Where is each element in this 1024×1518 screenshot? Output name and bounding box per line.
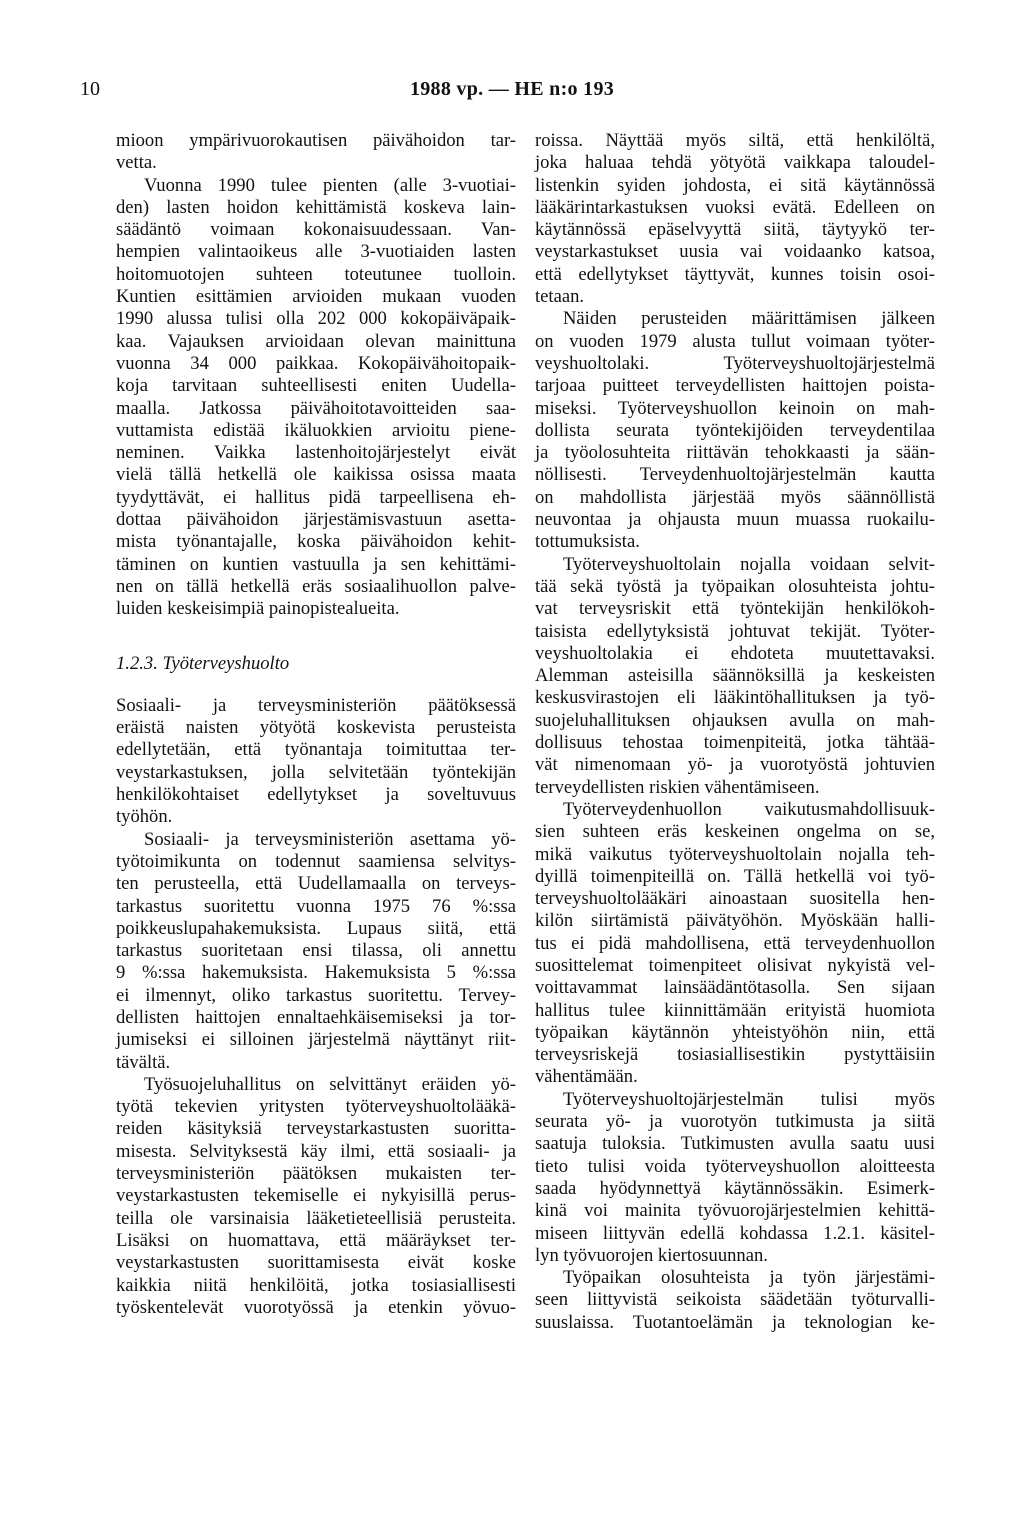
text-line: tävältä. xyxy=(116,1051,171,1073)
text-line: mikä vaikutus työterveyshuoltolain nojalla teh- xyxy=(535,843,935,865)
text-line: on mahdollista järjestää myös säännöllistä xyxy=(535,486,935,508)
text-line: neminen. Vaikka lastenhoitojärjestelyt eivät xyxy=(116,442,516,464)
text-line: tarkastus suoritetaan ensi tilassa, oli annettu xyxy=(116,940,516,962)
text-line: dollisuus tehostaa toimenpiteitä, jotka tähtää- xyxy=(535,732,935,754)
text-line: että edellytykset täyttyvät, kunnes toisin osoi- xyxy=(535,263,935,285)
text-line: työtä tekevien yritysten työterveyshuoltolääkä- xyxy=(116,1096,516,1118)
text-line: kaikkia niitä henkilöitä, jotka tosiasiallisesti xyxy=(116,1274,516,1296)
text-line: Lisäksi on huomattava, että määräykset ter- xyxy=(116,1229,516,1251)
text-line: Sosiaali- ja terveysministeriön päätöksessä xyxy=(116,694,516,716)
text-line: vähentämään. xyxy=(535,1066,638,1088)
text-line: tarjoaa puitteet terveydellisten haittojen poista- xyxy=(535,375,935,397)
text-line: terveysministeriön päätöksen mukaisten ter- xyxy=(116,1163,516,1185)
text-line: Työterveyshuoltolain nojalla voidaan selvit- xyxy=(563,553,935,575)
text-line: ten perusteella, että Uudellamaalla on terveys- xyxy=(116,873,516,895)
text-line: tyydyttävät, ei hallitus pidä tarpeellisena eh- xyxy=(116,486,516,508)
text-line: hempien valintaoikeus alle 3-vuotiaiden lasten xyxy=(116,241,516,263)
text-line: Työterveyshuoltojärjestelmän tulisi myös xyxy=(563,1088,935,1110)
text-line: terveydellisten riskien vähentämiseen. xyxy=(535,776,820,798)
text-line: suosittelemat toimenpiteet olisivat nykyistä vel- xyxy=(535,954,935,976)
section-heading: 1.2.3. Työterveyshuolto xyxy=(116,652,290,674)
text-line: Työpaikan olosuhteista ja työn järjestämi- xyxy=(563,1267,935,1289)
text-line: 1990 alussa tulisi olla 202 000 kokopäiväpaik- xyxy=(116,308,516,330)
text-line: veystarkastukset uusia vai voidaanko katsoa, xyxy=(535,241,935,263)
text-line: miseksi. Työterveyshuollon keinoin on mah- xyxy=(535,397,935,419)
text-line: työhön. xyxy=(116,806,173,828)
text-line: terveyshuoltolääkäri ainoastaan suositella hen- xyxy=(535,888,935,910)
text-line: vuttamista edistää ikäluokkien arvioitu piene- xyxy=(116,419,516,441)
text-line: maalla. Jatkossa päivähoitotavoitteiden saa- xyxy=(116,397,516,419)
text-line: eräistä naisten yötyötä koskevista perusteista xyxy=(116,717,516,739)
text-line: reiden käsityksiä terveystarkastusten suoritta- xyxy=(116,1118,516,1140)
page-number: 10 xyxy=(80,78,100,100)
text-line: keskusvirastojen eli lääkintöhallituksen ja työ- xyxy=(535,687,935,709)
running-title: 1988 vp. — HE n:o 193 xyxy=(409,78,615,100)
text-line: vät nimenomaan yö- ja vuorotyöstä johtuvien xyxy=(535,754,935,776)
text-line: mista työnantajalle, koska päivähoidon kehit- xyxy=(116,531,516,553)
text-line: koja tarvitaan suhteellisesti eniten Uudella- xyxy=(116,375,516,397)
text-line: Kuntien esittämien arvioiden mukaan vuoden xyxy=(116,286,516,308)
text-line: vat terveysriskit että työntekijän henkilökoh- xyxy=(535,598,935,620)
text-line: käytännössä epäselvyyttä siitä, täytyykö ter- xyxy=(535,219,935,241)
text-line: luiden keskeisimpiä painopistealueita. xyxy=(116,598,400,620)
text-line: terveysriskejä tosiasiallisestikin pystyttäisiin xyxy=(535,1044,935,1066)
right-column xyxy=(535,130,935,1334)
text-line: tus ei pidä mahdollisena, että terveydenhuollon xyxy=(535,932,935,954)
text-line: tottumuksista. xyxy=(535,531,640,553)
text-line: veyshuoltolaki. Työterveyshuoltojärjestelmä xyxy=(535,352,935,374)
text-line: työtoimikunta on todennut saamiensa selvitys- xyxy=(116,850,516,872)
text-line: kaa. Vajauksen arvioidaan olevan mainittuna xyxy=(116,330,516,352)
text-line: dellisten haittojen ennaltaehkäisemiseksi ja tor- xyxy=(116,1006,516,1028)
text-line: täminen on kuntien vastuulla ja sen kehittämi- xyxy=(116,553,516,575)
text-line: edellytetään, että työnantaja toimituttaa ter- xyxy=(116,739,516,761)
text-line: roissa. Näyttää myös siltä, että henkilöltä, xyxy=(535,130,935,151)
text-line: Näiden perusteiden määrittämisen jälkeen xyxy=(563,308,935,330)
text-line: seen liittyvistä seikoista säädetään työturvalli- xyxy=(535,1289,935,1311)
text-line: nöllisesti. Terveydenhuoltojärjestelmän kautta xyxy=(535,464,935,486)
text-line: listenkin syiden johdosta, ei sitä käytännössä xyxy=(535,174,935,196)
text-line: dottaa päivähoidon järjestämisvastuun asetta- xyxy=(116,509,516,531)
text-line: henkilökohtaiset edellytykset ja soveltuvuus xyxy=(116,784,516,806)
text-line: sien suhteen eräs keskeinen ongelma on se, xyxy=(535,821,935,843)
text-line: työpaikan käytännön yhteistyöhön niin, että xyxy=(535,1021,935,1043)
text-line: työskentelevät vuorotyössä ja etenkin yövuo- xyxy=(116,1296,516,1318)
text-line: lääkärintarkastuksen vuoksi evätä. Edelleen on xyxy=(535,196,935,218)
text-line: Sosiaali- ja terveysministeriön asettama yö- xyxy=(144,828,516,850)
text-line: taisista edellytyksistä johtuvat tekijät. Työter- xyxy=(535,620,935,642)
text-line: teilla ole varsinaisia lääketieteellisiä perusteita. xyxy=(116,1207,516,1229)
text-line: den) lasten hoidon kehittämistä koskeva lain- xyxy=(116,196,516,218)
text-line: 9 %:ssa hakemuksista. Hakemuksista 5 %:ssa xyxy=(116,962,516,984)
text-line: Työsuojeluhallitus on selvittänyt eräiden yö- xyxy=(144,1073,516,1095)
text-line: veystarkastusten tekemiselle ei nykyisillä perus- xyxy=(116,1185,516,1207)
text-line: tarkastus suoritettu vuonna 1975 76 %:ssa xyxy=(116,895,516,917)
text-line: suuslaissa. Tuotantoelämän ja teknologian ke- xyxy=(535,1311,935,1333)
text-line: hallitus tulee kiinnittämään erityistä huomiota xyxy=(535,999,935,1021)
text-line: ja työolosuhteita riittävän tehokkaasti ja sään- xyxy=(535,442,935,464)
text-line: saatuja tuloksia. Tutkimusten avulla saatu uusi xyxy=(535,1133,935,1155)
text-line: joka haluaa tehdä yötyötä vaikkapa taloudel- xyxy=(535,152,935,174)
text-line: Alemman asteisilla säännöksillä ja keskeisten xyxy=(535,665,935,687)
text-line: vuonna 34 000 paikkaa. Kokopäivähoitopaik- xyxy=(116,352,516,374)
text-line: kinä voi mainita työvuorojärjestelmien kehittä- xyxy=(535,1200,935,1222)
page-header xyxy=(80,78,944,104)
text-line: tetaan. xyxy=(535,286,585,308)
text-line: neuvontaa ja ohjausta muun muassa ruokailu- xyxy=(535,509,935,531)
text-line: tää sekä työstä ja työpaikan olosuhteista johtu- xyxy=(535,575,935,597)
text-line: seurata yö- ja vuorotyön tutkimusta ja siitä xyxy=(535,1111,935,1133)
text-line: suojeluhallituksen ohjauksen avulla on mah- xyxy=(535,709,935,731)
text-line: dyillä toimenpiteillä on. Tällä hetkellä voi työ- xyxy=(535,865,935,887)
text-line: mioon ympärivuorokautisen päivähoidon tar- xyxy=(116,130,516,151)
text-line: vetta. xyxy=(116,152,157,174)
text-line: ei ilmennyt, oliko tarkastus suoritettu. Tervey- xyxy=(116,984,516,1006)
text-line: säädäntö voimaan kokonaisuudessaan. Van- xyxy=(116,219,516,241)
text-line: vielä tällä hetkellä ole kaikissa osissa maata xyxy=(116,464,516,486)
text-line: jumiseksi ei silloinen järjestelmä näyttänyt riit- xyxy=(116,1029,516,1051)
text-line: miseen liittyvän edellä kohdassa 1.2.1. käsitel- xyxy=(535,1222,935,1244)
text-line: poikkeuslupahakemuksista. Lupaus siitä, että xyxy=(116,917,516,939)
text-line: saada hyödynnettyä käytännössäkin. Esimerk- xyxy=(535,1177,935,1199)
text-line: veystarkastuksen, jolla selvitetään työntekijän xyxy=(116,761,516,783)
text-line: Työterveydenhuollon vaikutusmahdollisuuk- xyxy=(563,798,935,820)
text-line: tieto tulisi voida työterveyshuollon aloitteesta xyxy=(535,1155,935,1177)
text-line: kilön siirtämistä päivätyöhön. Myöskään halli- xyxy=(535,910,935,932)
text-line: Vuonna 1990 tulee pienten (alle 3-vuotiai- xyxy=(144,174,516,196)
text-line: on vuoden 1979 alusta tullut voimaan työter- xyxy=(535,330,935,352)
left-column xyxy=(116,130,516,1319)
text-line: veyshuoltolakia ei ehdoteta muutettavaksi. xyxy=(535,642,935,664)
text-line: nen on tällä hetkellä eräs sosiaalihuollon palve- xyxy=(116,575,516,597)
text-line: voittavammat lainsäädäntötasolla. Sen sijaan xyxy=(535,977,935,999)
text-line: veystarkastusten suorittamisesta eivät koske xyxy=(116,1252,516,1274)
text-line: misesta. Selvityksestä käy ilmi, että sosiaali- ja xyxy=(116,1140,516,1162)
text-line: dollista seurata työntekijöiden terveydentilaa xyxy=(535,419,935,441)
text-line: hoitomuotojen suhteen toteutunee tuolloin. xyxy=(116,263,516,285)
text-line: lyn työvuorojen kiertosuunnan. xyxy=(535,1244,768,1266)
